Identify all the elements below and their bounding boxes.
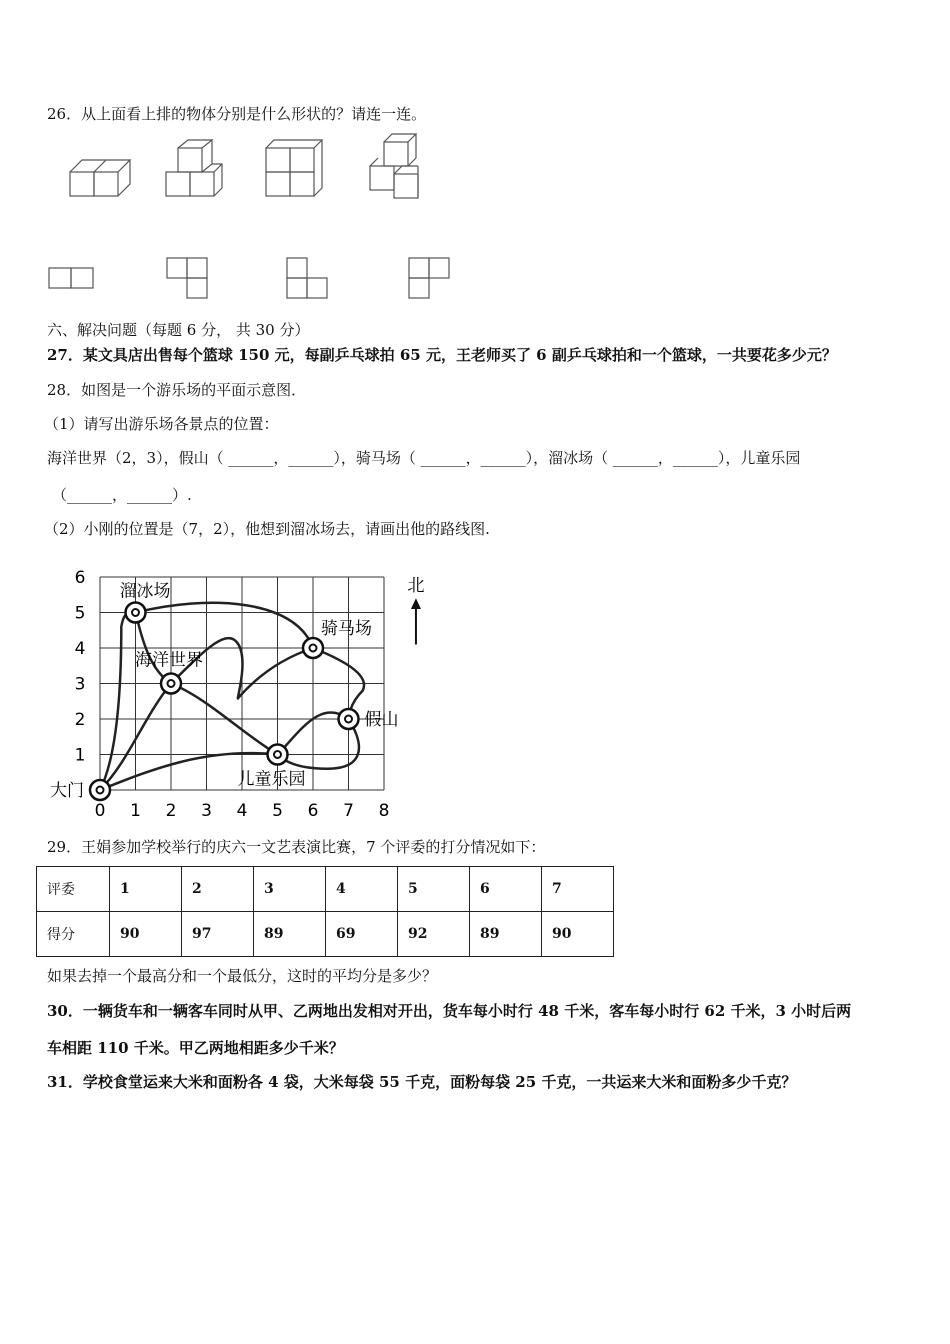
x-tick-label: 1 [130, 801, 141, 821]
place-marker-center [345, 716, 352, 723]
row-label-scores: 得分 [37, 912, 110, 957]
x-tick-label: 8 [378, 801, 390, 821]
place-marker-center [274, 751, 281, 758]
place-marker-center [168, 680, 175, 687]
place-label: 溜冰场 [119, 581, 171, 602]
place-label: 海洋世界 [135, 650, 203, 671]
q30-line2: 车相距 110 千米。甲乙两地相距多少千米？ [47, 1039, 344, 1057]
score-cell: 90 [110, 912, 182, 957]
q30-line1: 30．一辆货车和一辆客车同时从甲、乙两地出发相对开出，货车每小时行 48 千米，客车每小时行 62 千米，3 小时后两 [47, 1002, 852, 1020]
q27-text: 27．某文具店出售每个篮球 150 元，每副乒乓球拍 65 元，王老师买了 6 副乒乓球拍和一个篮球，一共要花多少元？ [47, 346, 837, 364]
section6-heading: 六、解决问题（每题 6 分， 共 30 分） [47, 321, 310, 339]
north-label: 北 [407, 576, 425, 597]
route-path [100, 712, 349, 790]
route-path [136, 603, 314, 648]
gate-marker-center [97, 787, 104, 794]
judges-row [37, 867, 614, 912]
q28-part2: （2）小刚的位置是（7，2），他想到溜冰场去，请画出他的路线图. [44, 520, 490, 538]
amusement-park-map [40, 550, 430, 822]
place-label: 骑马场 [321, 619, 372, 639]
judge-cell: 7 [542, 867, 614, 912]
place-marker-center [132, 609, 139, 616]
score-cell: 90 [542, 912, 614, 957]
x-tick-label: 3 [201, 801, 212, 821]
judge-cell: 2 [182, 867, 254, 912]
x-tick-label: 4 [236, 801, 248, 821]
judge-cell: 3 [254, 867, 326, 912]
y-tick-label: 1 [74, 745, 86, 766]
scores-table [36, 866, 614, 957]
place-marker-center [310, 645, 317, 652]
x-tick-label: 6 [307, 801, 319, 821]
block-object-3 [266, 140, 322, 196]
row-label-judges: 评委 [37, 867, 110, 912]
block-object-1 [70, 160, 130, 196]
judge-cell: 4 [326, 867, 398, 912]
x-tick-label: 5 [272, 801, 283, 821]
q29-text: 29．王娟参加学校举行的庆六一文艺表演比赛，7 个评委的打分情况如下： [47, 838, 546, 856]
x-tick-label: 7 [343, 801, 354, 821]
top-view-3 [287, 258, 327, 298]
q26-text: 26．从上面看上排的物体分别是什么形状的？请连一连。 [47, 105, 427, 123]
scores-row [37, 912, 614, 957]
y-tick-label: 4 [74, 639, 86, 659]
top-view-2 [167, 258, 207, 298]
north-arrow-head-icon [411, 598, 421, 609]
judge-cell: 1 [110, 867, 182, 912]
q28-text: 28．如图是一个游乐场的平面示意图． [47, 381, 307, 399]
q28-line2: （______，______）. [52, 486, 192, 504]
route-path [100, 611, 136, 790]
top-view-1 [49, 268, 93, 288]
score-cell: 89 [254, 912, 326, 957]
q31-text: 31．学校食堂运来大米和面粉各 4 袋，大米每袋 55 千克，面粉每袋 25 千克，一共运来大米和面粉多少千克？ [47, 1073, 797, 1091]
y-tick-label: 3 [74, 674, 86, 695]
block-objects-row [60, 130, 440, 210]
score-cell: 89 [470, 912, 542, 957]
judge-cell: 5 [398, 867, 470, 912]
score-cell: 92 [398, 912, 470, 957]
q29-question: 如果去掉一个最高分和一个最低分，这时的平均分是多少？ [47, 967, 438, 985]
y-tick-label: 5 [74, 603, 86, 624]
block-object-2 [166, 140, 222, 196]
score-cell: 97 [182, 912, 254, 957]
y-tick-label: 2 [74, 710, 86, 730]
block-object-4 [370, 134, 418, 198]
gate-label: 大门 [50, 781, 84, 801]
judge-cell: 6 [470, 867, 542, 912]
x-tick-label: 0 [94, 801, 106, 821]
y-tick-label: 6 [74, 568, 86, 588]
x-tick-label: 2 [165, 801, 177, 821]
place-label: 儿童乐园 [237, 769, 306, 790]
q28-line1: 海洋世界（2，3），假山（ ______，______），骑马场（ ______，______），溜冰场（ ______，______），儿童乐园 [47, 449, 801, 467]
top-view-4 [409, 258, 449, 298]
q28-part1: （1）请写出游乐场各景点的位置： [44, 415, 279, 433]
place-label: 假山 [364, 710, 399, 730]
top-views-row [45, 254, 465, 304]
score-cell: 69 [326, 912, 398, 957]
